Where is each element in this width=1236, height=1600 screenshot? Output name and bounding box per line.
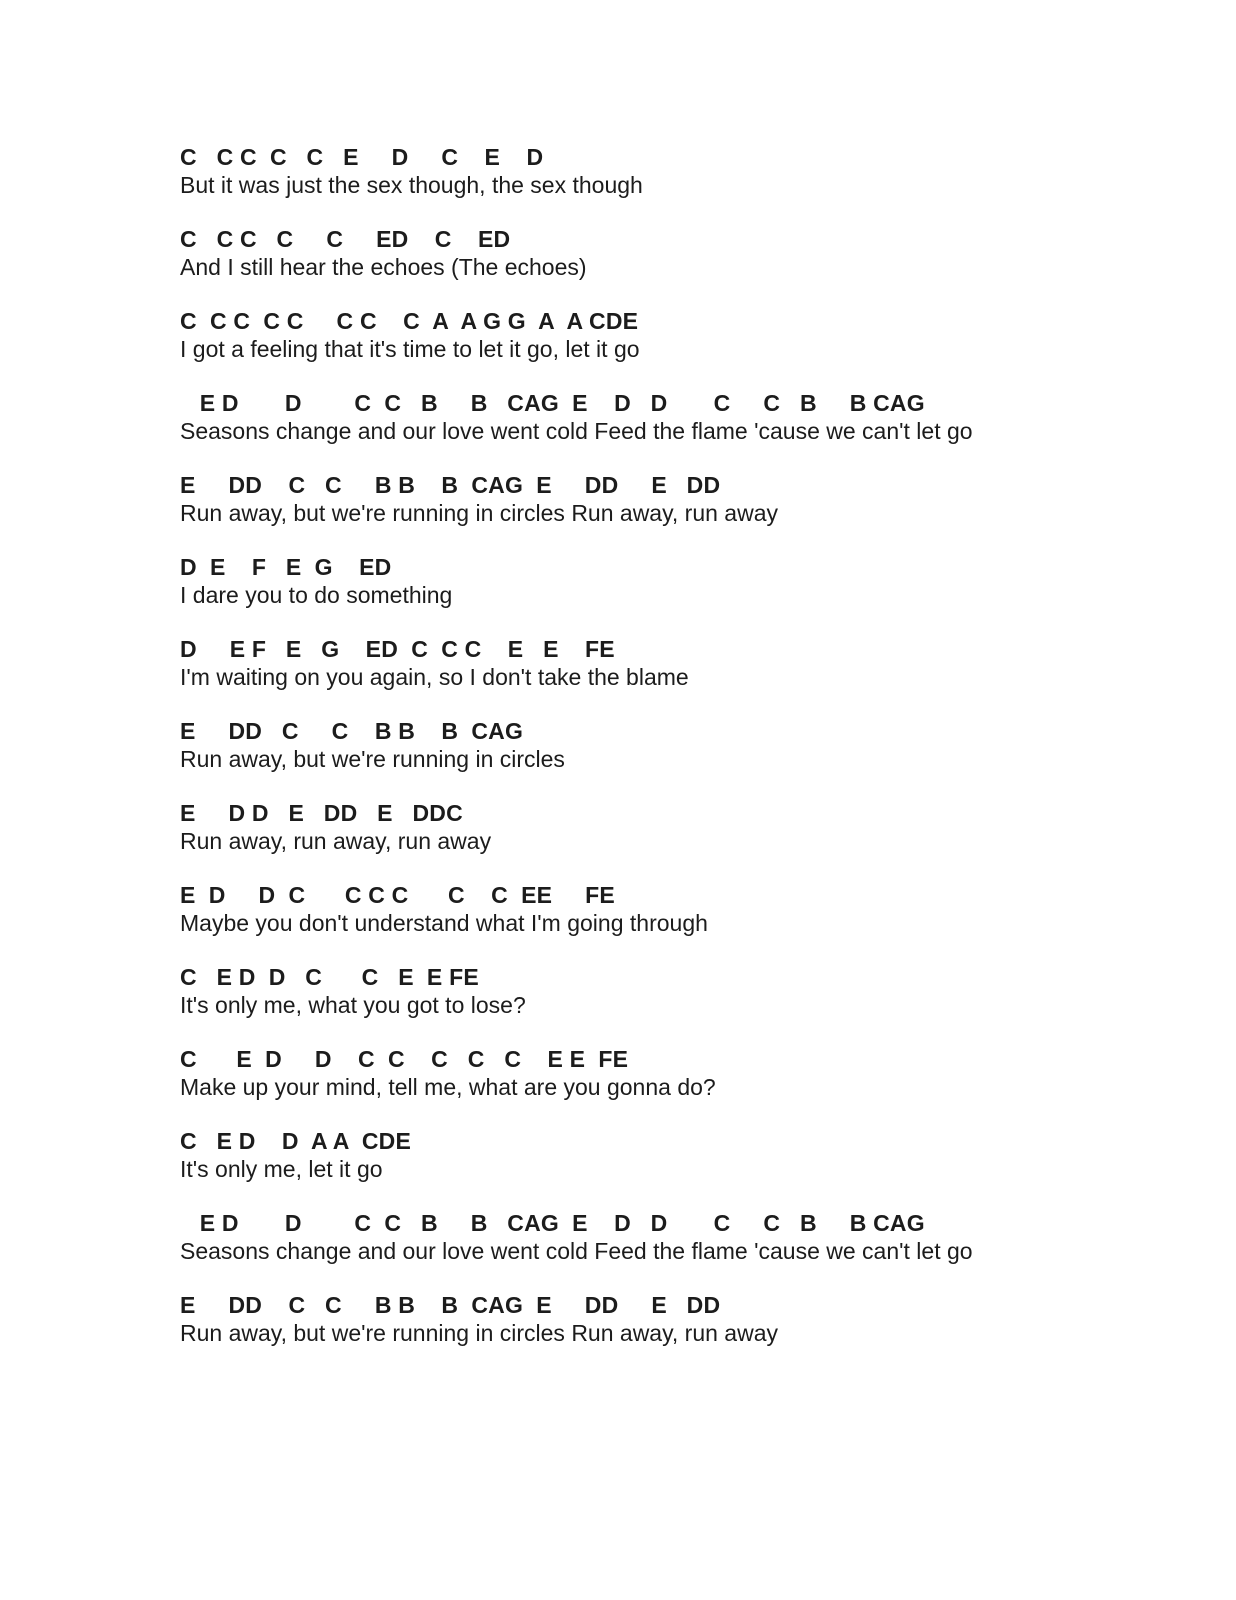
- lyric-line: It's only me, what you got to lose?: [180, 992, 526, 1018]
- lyric-line: I dare you to do something: [180, 582, 453, 608]
- lyric-line: And I still hear the echoes (The echoes): [180, 254, 587, 280]
- note-line: E DD C C B B B CAG E DD E DD: [180, 1292, 721, 1318]
- note-line: D E F E G ED C C C E E FE: [180, 636, 615, 662]
- stanza: [180, 143, 1180, 225]
- note-line: C E D D C C C C C E E FE: [180, 1046, 629, 1072]
- stanza: [180, 389, 1180, 471]
- stanza: [180, 799, 1180, 881]
- stanza: [180, 881, 1180, 963]
- lyric-line: It's only me, let it go: [180, 1156, 383, 1182]
- note-line: C E D D A A CDE: [180, 1128, 412, 1154]
- lyric-line: But it was just the sex though, the sex though: [180, 172, 643, 198]
- stanza: [180, 307, 1180, 389]
- stanza: [180, 635, 1180, 717]
- note-line: E D D E DD E DDC: [180, 800, 463, 826]
- stanza: [180, 225, 1180, 307]
- lyric-line: Run away, but we're running in circles: [180, 746, 565, 772]
- lyric-line: Seasons change and our love went cold Feed the flame 'cause we can't let go: [180, 1238, 973, 1264]
- stanza: [180, 1045, 1180, 1127]
- lyric-line: Run away, but we're running in circles Run away, run away: [180, 500, 778, 526]
- stanza: [180, 717, 1180, 799]
- stanza: [180, 1127, 1180, 1209]
- lyric-line: Make up your mind, tell me, what are you gonna do?: [180, 1074, 716, 1100]
- note-line: E DD C C B B B CAG E DD E DD: [180, 472, 721, 498]
- song-sheet: [180, 143, 1180, 1373]
- stanza: [180, 1209, 1180, 1291]
- note-line: E DD C C B B B CAG: [180, 718, 524, 744]
- note-line: E D D C C B B CAG E D D C C B B CAG: [180, 390, 925, 416]
- lyric-line: Run away, run away, run away: [180, 828, 492, 854]
- lyric-line: Maybe you don't understand what I'm going through: [180, 910, 708, 936]
- lyric-line: Run away, but we're running in circles Run away, run away: [180, 1320, 778, 1346]
- stanza: [180, 963, 1180, 1045]
- note-line: C C C C C C C C A A G G A A CDE: [180, 308, 639, 334]
- stanza: [180, 471, 1180, 553]
- note-line: C E D D C C E E FE: [180, 964, 479, 990]
- note-line: C C C C C E D C E D: [180, 144, 544, 170]
- lyric-line: I got a feeling that it's time to let it go, let it go: [180, 336, 640, 362]
- lyric-line: Seasons change and our love went cold Feed the flame 'cause we can't let go: [180, 418, 973, 444]
- note-line: C C C C C ED C ED: [180, 226, 511, 252]
- note-line: E D D C C B B CAG E D D C C B B CAG: [180, 1210, 925, 1236]
- stanza: [180, 553, 1180, 635]
- note-line: E D D C C C C C C EE FE: [180, 882, 615, 908]
- note-line: D E F E G ED: [180, 554, 392, 580]
- stanza: [180, 1291, 1180, 1373]
- lyric-line: I'm waiting on you again, so I don't take the blame: [180, 664, 689, 690]
